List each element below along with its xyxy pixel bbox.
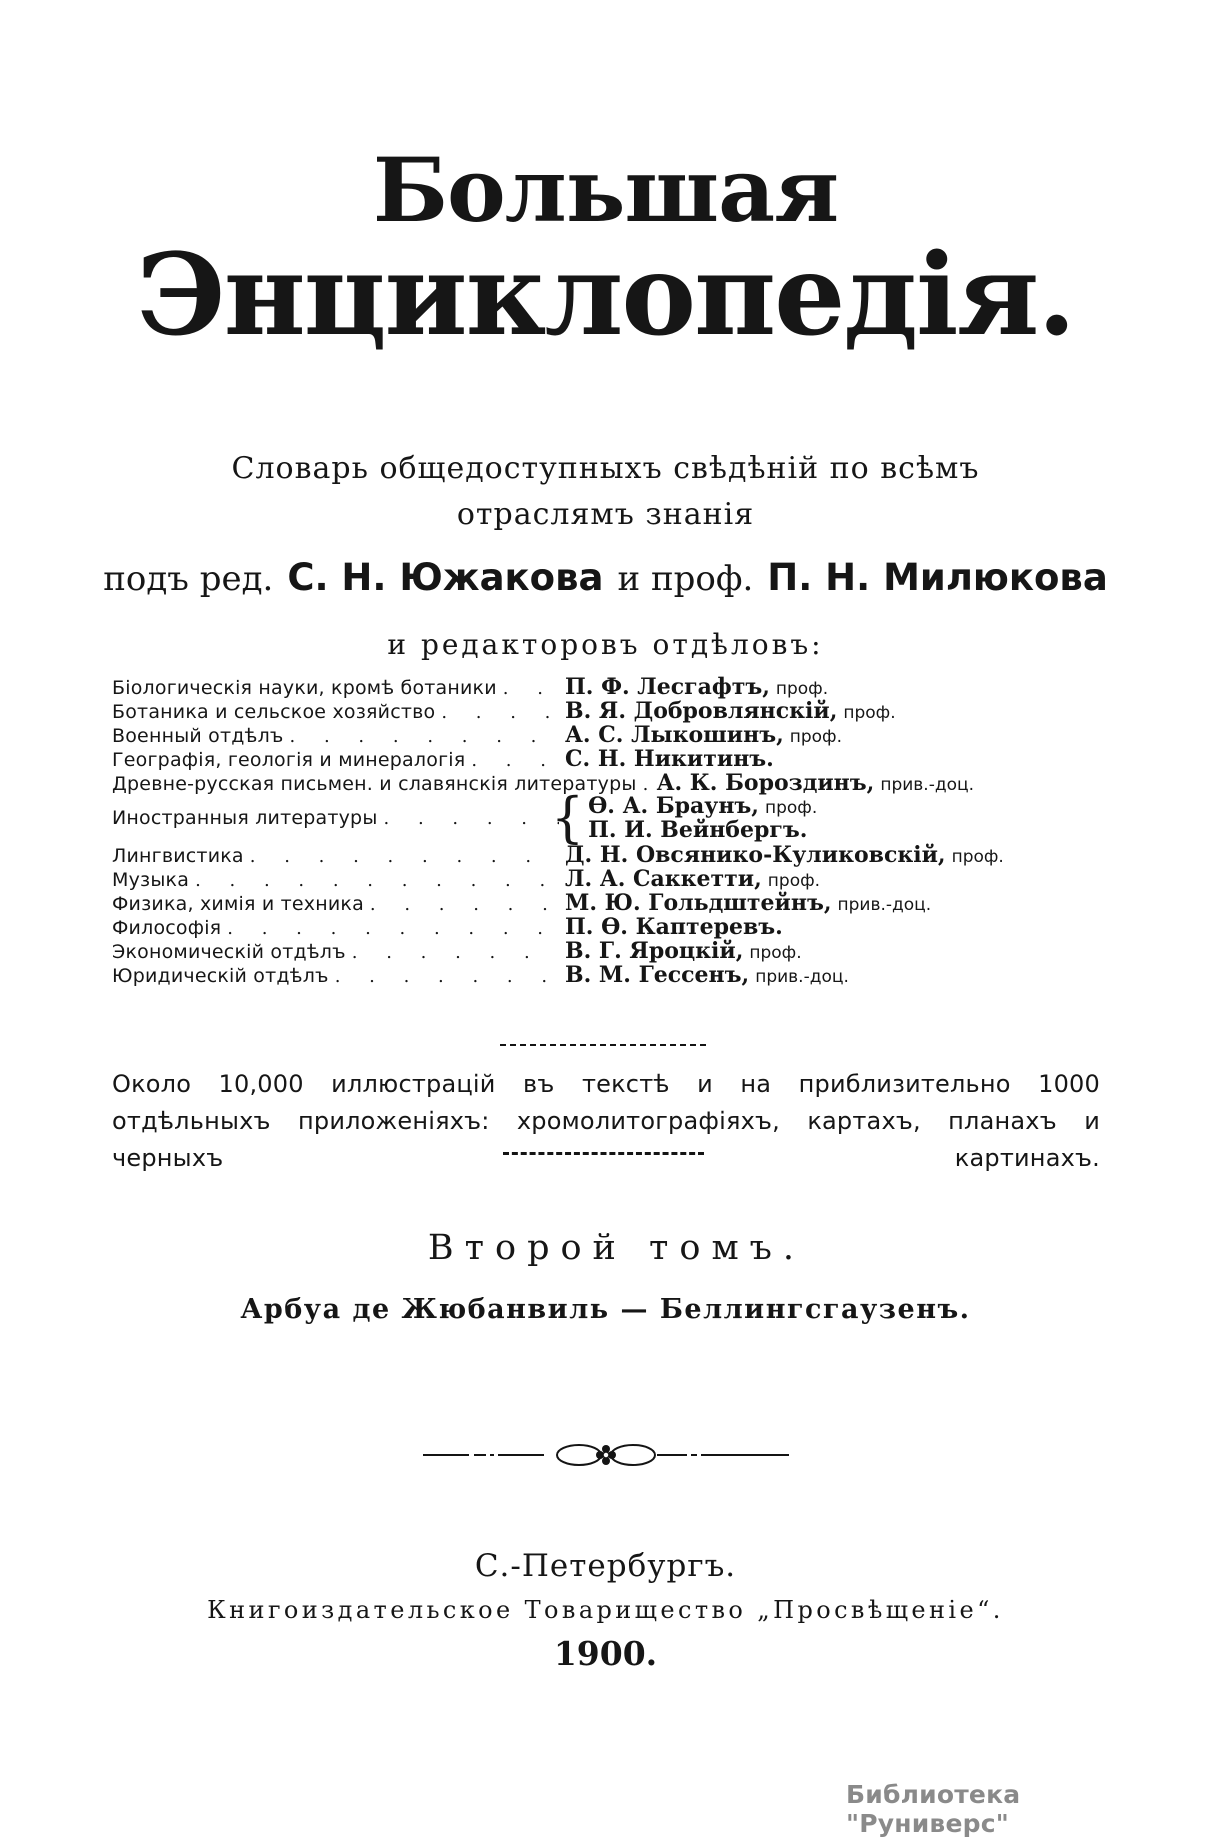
dot-leader [384,808,559,829]
illustrations-note: Около 10,000 иллюстрацій въ текстѣ и на приблизительно 1000 отдѣльныхъ приложеніяхъ: хромолитографіяхъ, картахъ, планахъ и черныхъ картинахъ. [112,1070,1100,1172]
editor-rank: проф. [749,943,802,963]
editor-name: С. Н. Никитинъ. [565,746,774,772]
imprint-year: 1900. [553,1634,658,1673]
section-editors-heading: и редакторовъ отдѣловъ: [387,628,824,661]
editor-name: П. И. Вейнбергъ. [588,817,808,843]
dot-leader [227,918,559,939]
editor-row [112,890,1099,914]
department-label: Военный отдѣлъ [112,725,284,747]
dot-leader [643,774,651,795]
editor-row [112,770,1099,794]
editor-name: А. С. Лыкошинъ, [565,722,784,748]
ornament-graphic [421,1440,791,1470]
editor-rank: проф. [767,871,821,891]
section-editors-list [112,674,1099,986]
department-label: Ботаника и сельское хозяйство [112,701,436,723]
editor-name: Л. А. Саккетти, [565,866,762,892]
department-label: Юридическій отдѣлъ [112,965,329,987]
dot-leader [290,726,559,747]
library-watermark: Библиотека "Руниверс" [846,1780,1021,1838]
editor-name: Ѳ. А. Браунъ, [588,793,759,819]
editor-name: П. Ѳ. Каптеревъ. [565,914,783,940]
ornament-divider [0,1440,1211,1474]
dot-leader [370,894,559,915]
imprint-city: С.-Петербургъ. [474,1548,737,1584]
department-label: Иностранныя литературы [112,807,378,829]
volume-heading: Второй томъ. [427,1228,806,1268]
book-title-line2: Энциклопедія. [136,230,1075,361]
editor-row [112,722,1099,746]
editor-name: В. М. Гессенъ, [565,962,750,988]
editor-row [112,842,1099,866]
subtitle-line1: Словарь общедоступныхъ свѣдѣній по всѣмъ [231,451,980,486]
department-label: Біологическія науки, кромѣ ботаники [112,677,497,699]
department-label: Лингвистика [112,845,244,867]
editor-row [112,746,1099,770]
divider-line [500,1044,706,1046]
editor-name-yuzhakov: С. Н. Южакова [287,556,604,599]
editor-row [112,674,1099,698]
editor-rank: прив.-доц. [880,775,974,795]
editor-rank: проф. [843,703,896,723]
editor-row [112,914,1099,938]
edited-by-line [0,556,1211,600]
editor-rank: прив.-доц. [837,895,932,915]
subtitle [0,446,1211,538]
book-title-line1: Большая [372,138,839,242]
department-label: Древне-русская письмен. и славянскія литературы [112,773,637,795]
editor-name: П. Ф. Лесгафтъ, [565,674,770,700]
editor-row [112,938,1099,962]
editor-name: В. Г. Яроцкій, [565,938,744,964]
dot-leader [352,942,559,963]
editor-rank: проф. [789,727,842,747]
volume-range: Арбуа де Жюбанвиль — Беллингсгаузенъ. [240,1294,971,1325]
editor-rank: прив.-доц. [755,967,849,987]
department-label: Географія, геологія и минералогія [112,749,466,771]
editor-row [112,866,1099,890]
dot-leader [250,846,559,867]
editor-name: В. Я. Добровлянскій, [565,698,838,724]
dot-leader [195,870,559,891]
department-label: Экономическій отдѣлъ [112,941,346,963]
department-label: Философія [112,917,222,939]
editor-name: М. Ю. Гольдштейнъ, [565,890,832,916]
editor-row-foreign-literatures [112,786,1099,850]
brace-glyph: { [551,786,585,850]
department-label: Музыка [112,869,190,891]
editor-name: Д. Н. Овсянико-Куликовскій, [565,842,946,868]
editor-name: А. К. Бороздинъ, [656,770,875,796]
divider-line [503,1152,704,1155]
editor-rank: проф. [764,798,818,818]
edited-mid: и проф. [617,559,754,599]
editor-row [112,698,1099,722]
dot-leader [441,702,559,723]
dot-leader [503,678,559,699]
edited-prefix: подъ ред. [103,559,274,599]
imprint-publisher: Книгоиздательское Товарищество „Просвѣщеніе“. [207,1596,1004,1624]
dot-leader [471,750,559,771]
editor-rank: проф. [951,847,1004,867]
editor-name-milyukov: П. Н. Милюкова [767,556,1108,599]
editor-row [112,962,1099,986]
editor-rank: проф. [775,679,829,699]
department-label: Физика, химія и техника [112,893,364,915]
dot-leader [335,966,559,987]
subtitle-line2: отраслямъ знанія [456,497,755,532]
